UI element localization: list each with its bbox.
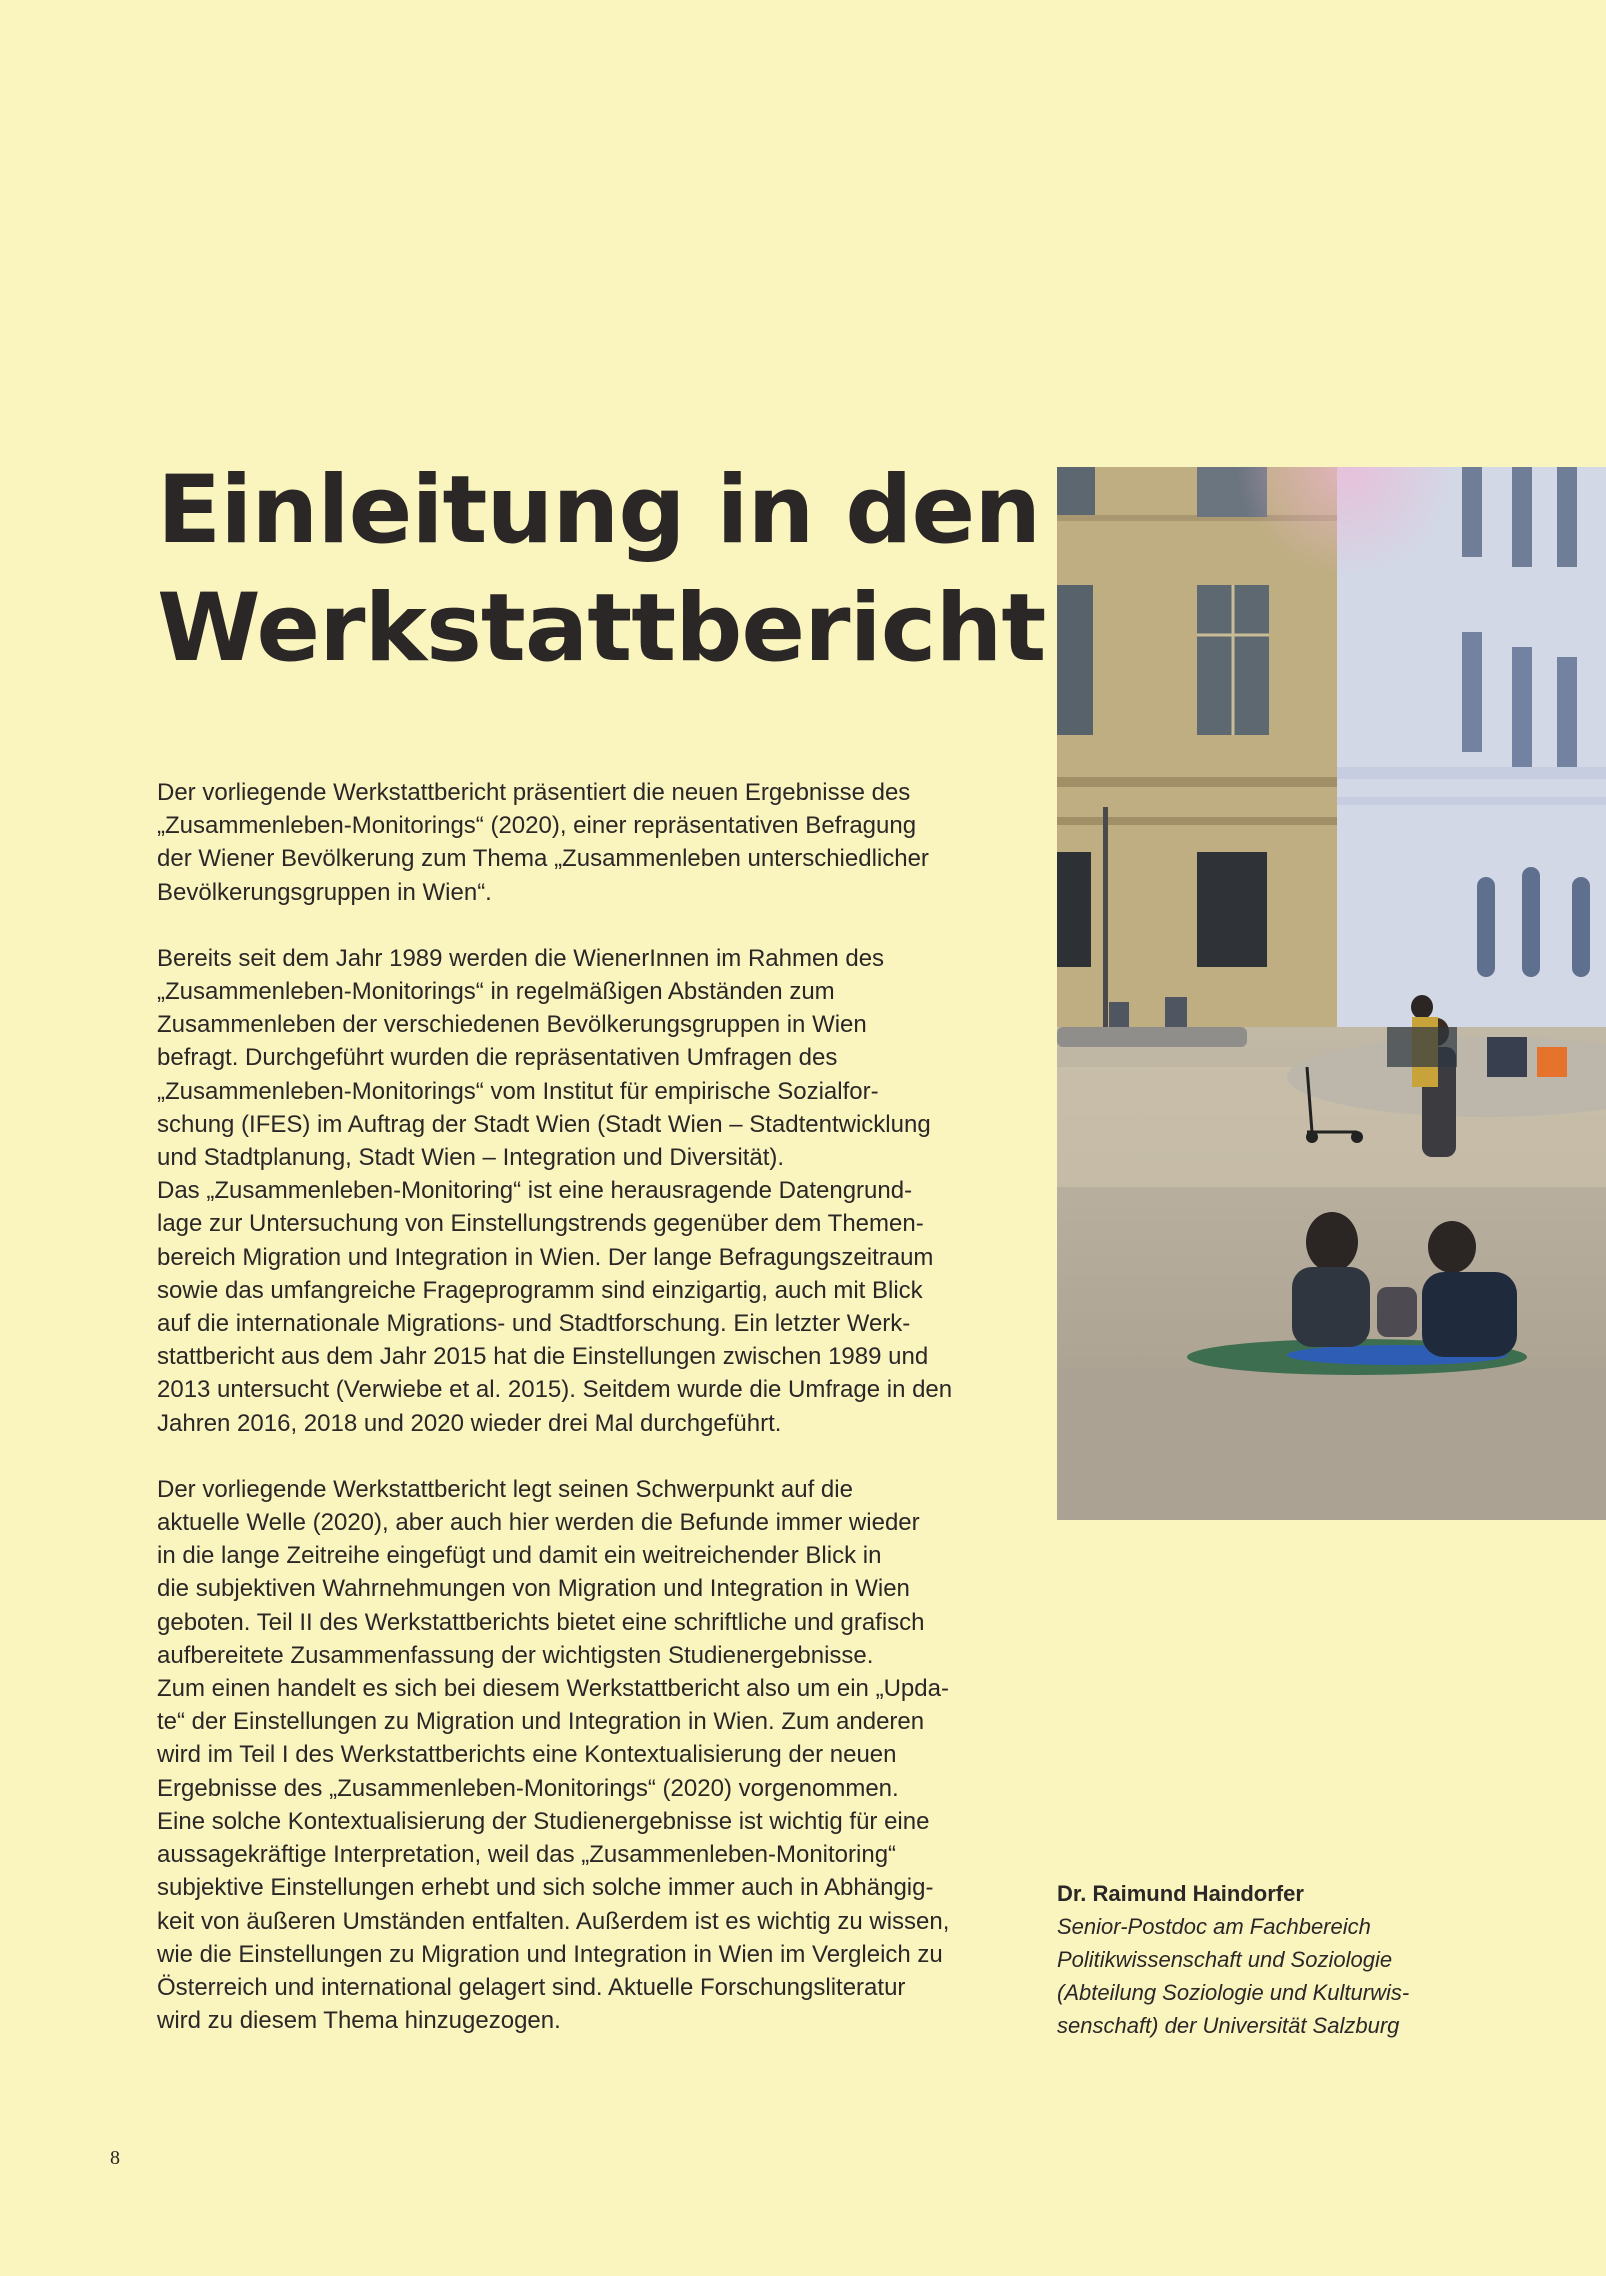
- title-line-1: Einleitung in den: [157, 456, 1041, 565]
- text-line: geboten. Teil II des Werkstattberichts bietet eine schriftliche und grafisch: [157, 1608, 925, 1636]
- text-line: aufbereitete Zusammenfassung der wichtigsten Studienergebnisse.: [157, 1641, 874, 1669]
- page-title: [157, 452, 1057, 688]
- text-line: stattbericht aus dem Jahr 2015 hat die Einstellungen zwischen 1989 und: [157, 1343, 929, 1371]
- paragraph-3: [157, 1473, 1010, 2037]
- text-line: in die lange Zeitreihe eingefügt und damit ein weitreichender Blick in: [157, 1542, 882, 1570]
- text-line: Zum einen handelt es sich bei diesem Werkstattbericht also um ein „Upda-: [157, 1675, 949, 1703]
- title-line-2: Werkstattbericht: [157, 574, 1046, 683]
- text-line: schung (IFES) im Auftrag der Stadt Wien (Stadt Wien – Stadtentwicklung: [157, 1110, 931, 1138]
- text-line: „Zusammenleben-Monitorings“ (2020), einer repräsentativen Befragung: [157, 812, 917, 840]
- text-line: wird zu diesem Thema hinzugezogen.: [157, 2007, 561, 2035]
- text-line: wird im Teil I des Werkstattberichts eine Kontextualisierung der neuen: [157, 1741, 897, 1769]
- text-line: die subjektiven Wahrnehmungen von Migration und Integration in Wien: [157, 1575, 910, 1603]
- author-role-line: Senior-Postdoc am Fachbereich: [1057, 1914, 1371, 1939]
- street-scene-photo: [1057, 467, 1606, 1520]
- text-line: befragt. Durchgeführt wurden die repräsentativen Umfragen des: [157, 1044, 838, 1072]
- text-line: „Zusammenleben-Monitorings“ in regelmäßigen Abständen zum: [157, 978, 835, 1006]
- text-line: und Stadtplanung, Stadt Wien – Integration und Diversität).: [157, 1144, 785, 1172]
- text-line: aussagekräftige Interpretation, weil das „Zusammenleben-Monitoring“: [157, 1841, 897, 1869]
- text-line: Der vorliegende Werkstattbericht legt seinen Schwerpunkt auf die: [157, 1475, 853, 1503]
- text-line: sowie das umfangreiche Frageprogramm sind einzigartig, auch mit Blick: [157, 1276, 923, 1304]
- paragraph-1: [157, 776, 1010, 909]
- text-line: subjektive Einstellungen erhebt und sich solche immer auch in Abhängig-: [157, 1874, 934, 1902]
- text-line: Eine solche Kontextualisierung der Studienergebnisse ist wichtig für eine: [157, 1807, 930, 1835]
- text-line: Bevölkerungsgruppen in Wien“.: [157, 878, 492, 906]
- text-line: wie die Einstellungen zu Migration und Integration in Wien im Vergleich zu: [157, 1940, 943, 1968]
- body-text: [157, 776, 1010, 2070]
- text-line: Zusammenleben der verschiedenen Bevölkerungsgruppen in Wien: [157, 1011, 867, 1039]
- author-role-line: senschaft) der Universität Salzburg: [1057, 2013, 1400, 2038]
- page-number: 8: [110, 2147, 120, 2169]
- text-line: te“ der Einstellungen zu Migration und Integration in Wien. Zum anderen: [157, 1708, 925, 1736]
- text-line: Ergebnisse des „Zusammenleben-Monitorings“ (2020) vorgenommen.: [157, 1774, 899, 1802]
- text-line: aktuelle Welle (2020), aber auch hier werden die Befunde immer wieder: [157, 1509, 920, 1537]
- text-line: Bereits seit dem Jahr 1989 werden die WienerInnen im Rahmen des: [157, 944, 885, 972]
- text-line: Österreich und international gelagert sind. Aktuelle Forschungsliteratur: [157, 1973, 906, 2001]
- author-role-line: Politikwissenschaft und Soziologie: [1057, 1947, 1393, 1972]
- text-line: Jahren 2016, 2018 und 2020 wieder drei Mal durchgeführt.: [157, 1409, 782, 1437]
- text-line: der Wiener Bevölkerung zum Thema „Zusammenleben unterschiedlicher: [157, 845, 929, 873]
- text-line: auf die internationale Migrations- und Stadtforschung. Ein letzter Werk-: [157, 1310, 911, 1338]
- text-line: 2013 untersucht (Verwiebe et al. 2015). Seitdem wurde die Umfrage in den: [157, 1376, 953, 1404]
- text-line: bereich Migration und Integration in Wien. Der lange Befragungszeitraum: [157, 1243, 934, 1271]
- text-line: „Zusammenleben-Monitorings“ vom Institut für empirische Sozialfor-: [157, 1077, 879, 1105]
- author-role-line: (Abteilung Soziologie und Kulturwis-: [1057, 1980, 1410, 2005]
- text-line: lage zur Untersuchung von Einstellungstrends gegenüber dem Themen-: [157, 1210, 924, 1238]
- text-line: keit von äußeren Umständen entfalten. Außerdem ist es wichtig zu wissen,: [157, 1907, 950, 1935]
- text-line: Das „Zusammenleben-Monitoring“ ist eine herausragende Datengrund-: [157, 1177, 913, 1205]
- paragraph-2: [157, 942, 1010, 1440]
- text-line: Der vorliegende Werkstattbericht präsentiert die neuen Ergebnisse des: [157, 779, 911, 806]
- author-caption: [1057, 1877, 1537, 2042]
- author-name: Dr. Raimund Haindorfer: [1057, 1881, 1304, 1906]
